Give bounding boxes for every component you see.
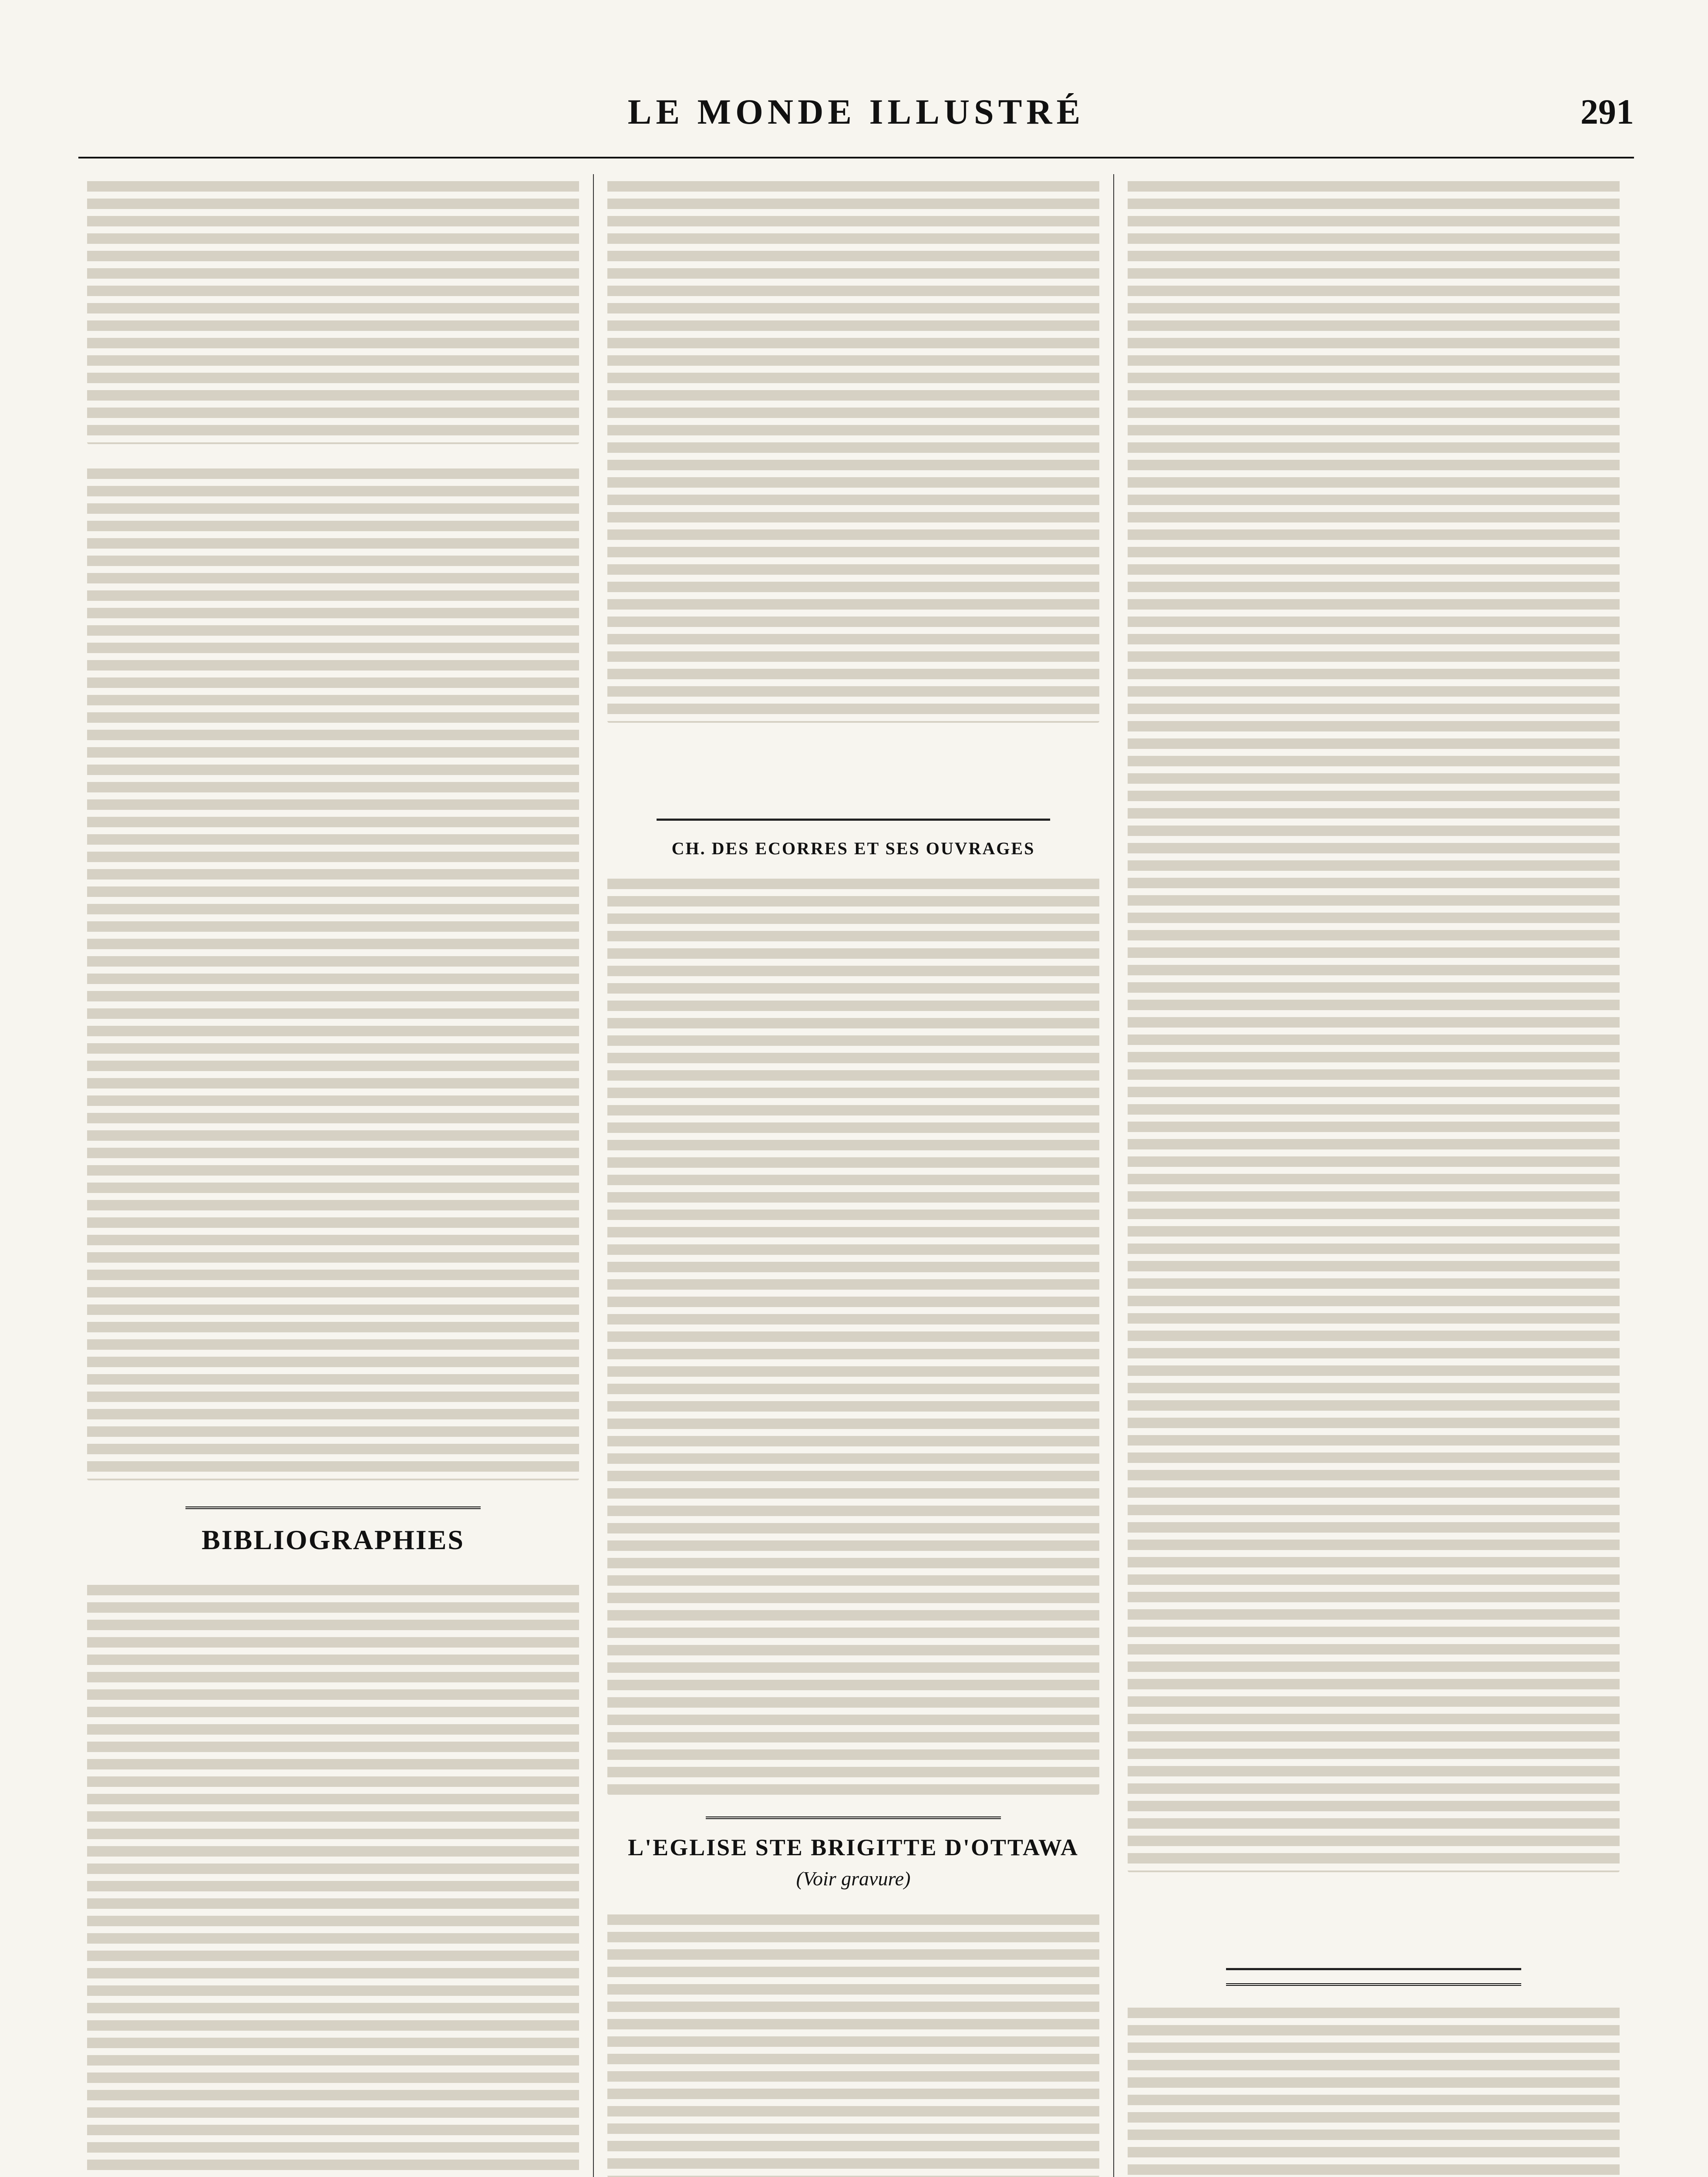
bibliographies-heading: BIBLIOGRAPHIES — [202, 1524, 465, 1555]
ecorres-heading: CH. DES ECORRES ET SES OUVRAGES — [671, 839, 1035, 858]
masthead-title: LE MONDE ILLUSTRÉ — [627, 92, 1085, 131]
eglise-subheading: (Voir gravure) — [796, 1867, 911, 1890]
ecorres-text-block — [607, 872, 1099, 1795]
column-2 — [607, 174, 1099, 2177]
signature-image — [1226, 1885, 1521, 1970]
eglise-heading: L'EGLISE STE BRIGITTE D'OTTAWA — [628, 1834, 1079, 1860]
page-number: 291 — [1580, 92, 1634, 131]
continuation-text-block — [1128, 174, 1620, 1872]
column-1 — [87, 174, 579, 2177]
essay-text-block — [87, 462, 579, 1480]
column-rule — [593, 174, 594, 2177]
section-separator — [1226, 1983, 1521, 1986]
signature-image — [657, 736, 1050, 821]
eglise-text-block — [607, 1907, 1099, 2177]
review-text-block — [607, 174, 1099, 723]
bibliographies-text-block — [87, 1578, 579, 2177]
maxims-text-block — [1128, 2001, 1620, 2177]
poem-block — [87, 174, 579, 444]
masthead — [78, 83, 1634, 158]
section-separator — [706, 1816, 1001, 1819]
column-3 — [1128, 174, 1620, 2177]
section-separator — [185, 1506, 481, 1509]
column-rule — [1113, 174, 1114, 2177]
